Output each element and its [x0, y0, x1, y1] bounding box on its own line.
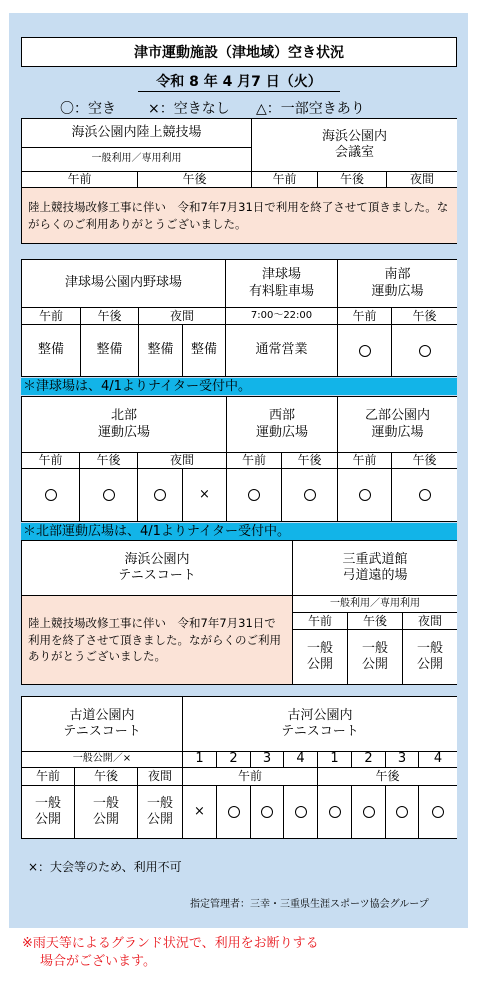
court-number: 2 — [216, 751, 250, 767]
open-icon — [261, 806, 273, 818]
pm-header: 午後 — [281, 452, 337, 468]
pm-header: 午後 — [391, 452, 457, 468]
open-icon — [45, 489, 57, 501]
pm-header: 午後 — [137, 171, 251, 187]
legend-partial: △：一部空きあり — [256, 101, 365, 117]
status-general-public: 一般 公開 — [74, 785, 137, 838]
date-label: 令和 8 年 4 月7 日（火） — [138, 73, 340, 92]
status-cell — [281, 468, 337, 521]
status-maintenance: 整備 — [22, 324, 80, 376]
venue-seaside-meeting-room: 海浜公園内 会議室 — [251, 119, 457, 171]
rain-warning-line1: ※雨天等によるグランド状況で、利用をお断りする — [22, 936, 319, 951]
open-icon — [103, 489, 115, 501]
status-cell — [283, 785, 317, 838]
am-header: 午前 — [251, 171, 317, 187]
open-icon — [432, 806, 444, 818]
closed-icon: × — [182, 785, 216, 838]
open-icon — [419, 489, 431, 501]
status-cell — [216, 785, 250, 838]
venue-south-field: 南部 運動広場 — [337, 260, 457, 307]
night-header: 夜間 — [402, 612, 457, 629]
closure-notice — [22, 187, 457, 243]
night-header: 夜間 — [137, 767, 182, 785]
status-general-public: 一般 公開 — [292, 629, 347, 684]
status-cell — [337, 468, 391, 521]
footer-note: ×：大会等のため、利用不可 — [28, 860, 182, 874]
venue-furumichi-tennis: 古道公園内 テニスコート — [22, 697, 182, 751]
court-number: 4 — [283, 751, 317, 767]
am-header: 午前 — [226, 452, 281, 468]
tennis-closure-notice — [22, 595, 292, 684]
status-cell — [337, 324, 391, 376]
venue-west-field: 西部 運動広場 — [226, 397, 337, 452]
status-cell — [250, 785, 283, 838]
am-header: 午前 — [337, 307, 391, 324]
status-maintenance: 整備 — [138, 324, 182, 376]
court-number: 3 — [250, 751, 283, 767]
rain-warning-line2: 場合がございます。 — [40, 954, 156, 969]
baseball-night-notice: ＊津球場は、4/1よりナイター受付中。 — [21, 378, 457, 395]
am-header: 午前 — [292, 612, 347, 629]
page-title: 津市運動施設（津地域）空き状況 — [21, 37, 457, 67]
open-icon — [359, 345, 371, 357]
am-header: 午前 — [337, 452, 391, 468]
usage-type: 一般公開／× — [22, 751, 182, 767]
closure-notice-text: 陸上競技場改修工事に伴い 令和7年7月31日で利用を終了させて頂きました。ながらくのご利用ありがとうございました。 — [28, 199, 449, 231]
am-header: 午前 — [22, 452, 79, 468]
am-header: 午前 — [22, 171, 137, 187]
status-maintenance: 整備 — [182, 324, 225, 376]
pm-header: 午後 — [347, 612, 402, 629]
venue-mie-budokan-kyudo: 三重武道館 弓道遠的場 — [292, 541, 457, 595]
usage-type: 一般利用／専用利用 — [292, 595, 457, 612]
status-general-public: 一般 公開 — [137, 785, 182, 838]
open-icon — [154, 489, 166, 501]
pm-header: 午後 — [79, 452, 137, 468]
tennis-closure-notice-text: 陸上競技場改修工事に伴い 令和7年7月31日で利用を終了させて頂きました。ながらくのご利用ありがとうございました。 — [28, 615, 281, 664]
open-icon — [419, 345, 431, 357]
pm-header: 午後 — [74, 767, 137, 785]
open-icon — [295, 806, 307, 818]
night-header: 夜間 — [386, 171, 457, 187]
open-icon — [359, 489, 371, 501]
venue-seaside-track: 海浜公園内陸上競技場 — [22, 119, 251, 147]
status-general-public: 一般 公開 — [347, 629, 402, 684]
court-number: 1 — [317, 751, 351, 767]
open-icon — [396, 806, 408, 818]
pm-header: 午後 — [317, 171, 386, 187]
status-cell — [79, 468, 137, 521]
pm-header: 午後 — [317, 767, 457, 785]
parking-hours: 7:00～22:00 — [225, 307, 337, 324]
court-number: 1 — [182, 751, 216, 767]
court-number: 2 — [351, 751, 385, 767]
night-header: 夜間 — [138, 307, 225, 324]
status-cell — [351, 785, 385, 838]
usage-type: 一般利用／専用利用 — [22, 147, 251, 171]
legend-closed: ×：空きなし — [148, 101, 230, 117]
open-icon — [248, 489, 260, 501]
venue-otobe-field: 乙部公園内 運動広場 — [337, 397, 457, 452]
status-maintenance: 整備 — [80, 324, 138, 376]
status-cell — [385, 785, 418, 838]
am-header: 午前 — [22, 767, 74, 785]
am-header: 午前 — [182, 767, 317, 785]
venue-north-field: 北部 運動広場 — [22, 397, 226, 452]
status-cell — [226, 468, 281, 521]
status-cell — [317, 785, 351, 838]
status-general-public: 一般 公開 — [402, 629, 457, 684]
court-number: 4 — [418, 751, 457, 767]
night-header: 夜間 — [137, 452, 226, 468]
closed-icon: × — [182, 468, 226, 521]
status-cell — [418, 785, 457, 838]
north-field-night-notice: ＊北部運動広場は、4/1よりナイター受付中。 — [21, 523, 457, 540]
am-header: 午前 — [22, 307, 80, 324]
status-cell — [391, 324, 457, 376]
court-number: 3 — [385, 751, 418, 767]
open-icon — [363, 806, 375, 818]
venue-tsu-parking: 津球場 有料駐車場 — [225, 260, 337, 307]
open-icon — [228, 806, 240, 818]
legend-open: 〇：空き — [60, 101, 116, 117]
pm-header: 午後 — [391, 307, 457, 324]
venue-tsu-baseball: 津球場公園内野球場 — [22, 260, 225, 307]
open-icon — [329, 806, 341, 818]
status-normal-hours: 通常営業 — [225, 324, 337, 376]
status-cell — [22, 468, 79, 521]
facility-manager: 指定管理者：三幸・三重県生涯スポーツ協会グループ — [190, 899, 429, 910]
status-cell — [137, 468, 182, 521]
venue-seaside-tennis: 海浜公園内 テニスコート — [22, 541, 292, 595]
status-general-public: 一般 公開 — [22, 785, 74, 838]
pm-header: 午後 — [80, 307, 138, 324]
open-icon — [304, 489, 316, 501]
status-cell — [391, 468, 457, 521]
venue-kogawa-tennis: 古河公園内 テニスコート — [182, 697, 457, 751]
